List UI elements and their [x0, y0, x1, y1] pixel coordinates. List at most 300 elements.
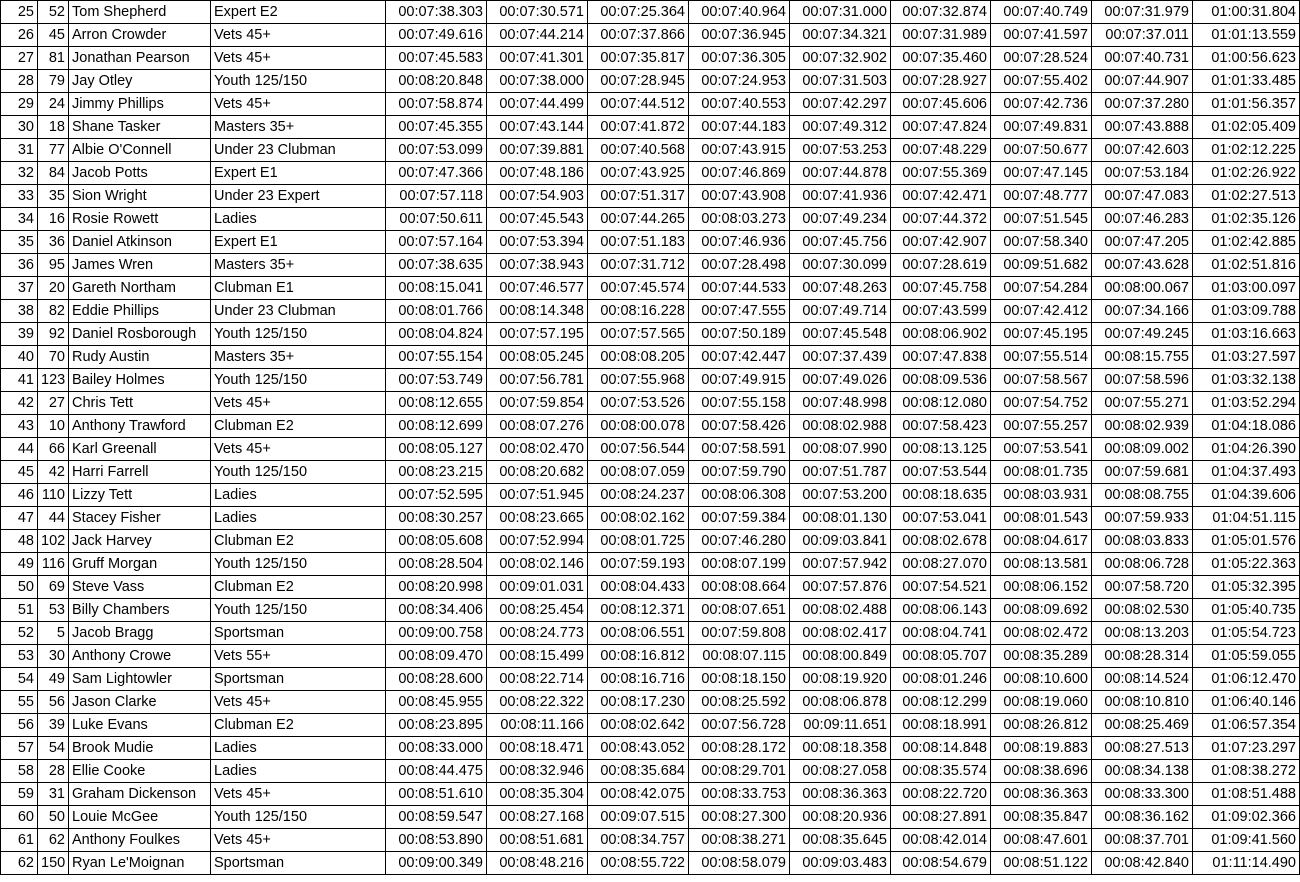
lap-1-time-cell: 00:07:38.303 — [386, 1, 487, 24]
lap-2-time-cell: 00:08:25.454 — [487, 599, 588, 622]
lap-1-time-cell: 00:07:58.874 — [386, 93, 487, 116]
rider-name-cell: Chris Tett — [69, 392, 211, 415]
position-cell: 47 — [1, 507, 38, 530]
lap-5-time-cell: 00:07:49.026 — [790, 369, 891, 392]
position-cell: 46 — [1, 484, 38, 507]
lap-6-time-cell: 00:08:42.014 — [891, 829, 991, 852]
lap-7-time-cell: 00:07:54.752 — [991, 392, 1092, 415]
total-time-cell: 01:07:23.297 — [1193, 737, 1300, 760]
position-cell: 57 — [1, 737, 38, 760]
lap-2-time-cell: 00:08:20.682 — [487, 461, 588, 484]
lap-1-time-cell: 00:08:05.127 — [386, 438, 487, 461]
lap-5-time-cell: 00:07:45.548 — [790, 323, 891, 346]
lap-1-time-cell: 00:08:09.470 — [386, 645, 487, 668]
lap-6-time-cell: 00:07:54.521 — [891, 576, 991, 599]
total-time-cell: 01:03:27.597 — [1193, 346, 1300, 369]
rider-number-cell: 28 — [38, 760, 69, 783]
total-time-cell: 01:02:27.513 — [1193, 185, 1300, 208]
rider-name-cell: Jimmy Phillips — [69, 93, 211, 116]
lap-3-time-cell: 00:07:40.568 — [588, 139, 689, 162]
lap-4-time-cell: 00:07:46.869 — [689, 162, 790, 185]
table-row — [1, 139, 1300, 162]
class-cell: Vets 45+ — [211, 93, 386, 116]
lap-3-time-cell: 00:08:16.228 — [588, 300, 689, 323]
lap-1-time-cell: 00:08:51.610 — [386, 783, 487, 806]
lap-7-time-cell: 00:07:49.831 — [991, 116, 1092, 139]
lap-4-time-cell: 00:07:40.964 — [689, 1, 790, 24]
position-cell: 39 — [1, 323, 38, 346]
lap-3-time-cell: 00:07:41.872 — [588, 116, 689, 139]
lap-1-time-cell: 00:08:53.890 — [386, 829, 487, 852]
total-time-cell: 01:04:37.493 — [1193, 461, 1300, 484]
rider-number-cell: 42 — [38, 461, 69, 484]
lap-5-time-cell: 00:07:53.200 — [790, 484, 891, 507]
lap-2-time-cell: 00:07:44.214 — [487, 24, 588, 47]
class-cell: Vets 45+ — [211, 783, 386, 806]
lap-7-time-cell: 00:08:19.060 — [991, 691, 1092, 714]
rider-number-cell: 92 — [38, 323, 69, 346]
lap-7-time-cell: 00:08:01.735 — [991, 461, 1092, 484]
total-time-cell: 01:04:26.390 — [1193, 438, 1300, 461]
position-cell: 44 — [1, 438, 38, 461]
lap-2-time-cell: 00:07:53.394 — [487, 231, 588, 254]
rider-name-cell: Stacey Fisher — [69, 507, 211, 530]
rider-number-cell: 123 — [38, 369, 69, 392]
lap-8-time-cell: 00:07:55.271 — [1092, 392, 1193, 415]
total-time-cell: 01:02:05.409 — [1193, 116, 1300, 139]
lap-6-time-cell: 00:07:35.460 — [891, 47, 991, 70]
table-row — [1, 829, 1300, 852]
lap-6-time-cell: 00:07:47.838 — [891, 346, 991, 369]
lap-6-time-cell: 00:08:04.741 — [891, 622, 991, 645]
class-cell: Youth 125/150 — [211, 461, 386, 484]
class-cell: Vets 45+ — [211, 829, 386, 852]
class-cell: Vets 45+ — [211, 47, 386, 70]
lap-4-time-cell: 00:07:44.533 — [689, 277, 790, 300]
position-cell: 30 — [1, 116, 38, 139]
rider-name-cell: Tom Shepherd — [69, 1, 211, 24]
lap-3-time-cell: 00:08:16.812 — [588, 645, 689, 668]
lap-8-time-cell: 00:07:49.245 — [1092, 323, 1193, 346]
table-row — [1, 645, 1300, 668]
lap-1-time-cell: 00:08:12.655 — [386, 392, 487, 415]
lap-6-time-cell: 00:07:53.041 — [891, 507, 991, 530]
rider-number-cell: 31 — [38, 783, 69, 806]
lap-8-time-cell: 00:08:14.524 — [1092, 668, 1193, 691]
lap-5-time-cell: 00:07:41.936 — [790, 185, 891, 208]
class-cell: Masters 35+ — [211, 254, 386, 277]
lap-8-time-cell: 00:07:37.280 — [1092, 93, 1193, 116]
lap-2-time-cell: 00:07:38.000 — [487, 70, 588, 93]
lap-8-time-cell: 00:07:31.979 — [1092, 1, 1193, 24]
position-cell: 42 — [1, 392, 38, 415]
lap-2-time-cell: 00:08:48.216 — [487, 852, 588, 875]
lap-3-time-cell: 00:07:53.526 — [588, 392, 689, 415]
lap-4-time-cell: 00:07:40.553 — [689, 93, 790, 116]
position-cell: 45 — [1, 461, 38, 484]
total-time-cell: 01:03:32.138 — [1193, 369, 1300, 392]
rider-number-cell: 50 — [38, 806, 69, 829]
total-time-cell: 01:09:02.366 — [1193, 806, 1300, 829]
total-time-cell: 01:03:00.097 — [1193, 277, 1300, 300]
rider-name-cell: Jack Harvey — [69, 530, 211, 553]
lap-1-time-cell: 00:09:00.349 — [386, 852, 487, 875]
table-row — [1, 70, 1300, 93]
class-cell: Under 23 Clubman — [211, 139, 386, 162]
class-cell: Youth 125/150 — [211, 806, 386, 829]
total-time-cell: 01:08:51.488 — [1193, 783, 1300, 806]
lap-7-time-cell: 00:07:53.541 — [991, 438, 1092, 461]
position-cell: 36 — [1, 254, 38, 277]
lap-7-time-cell: 00:07:45.195 — [991, 323, 1092, 346]
class-cell: Under 23 Expert — [211, 185, 386, 208]
lap-4-time-cell: 00:08:33.753 — [689, 783, 790, 806]
lap-3-time-cell: 00:07:44.265 — [588, 208, 689, 231]
class-cell: Sportsman — [211, 852, 386, 875]
lap-1-time-cell: 00:08:44.475 — [386, 760, 487, 783]
lap-1-time-cell: 00:08:12.699 — [386, 415, 487, 438]
rider-name-cell: Gruff Morgan — [69, 553, 211, 576]
rider-number-cell: 84 — [38, 162, 69, 185]
lap-3-time-cell: 00:08:08.205 — [588, 346, 689, 369]
position-cell: 29 — [1, 93, 38, 116]
lap-4-time-cell: 00:07:46.936 — [689, 231, 790, 254]
lap-7-time-cell: 00:08:04.617 — [991, 530, 1092, 553]
lap-5-time-cell: 00:08:18.358 — [790, 737, 891, 760]
position-cell: 28 — [1, 70, 38, 93]
lap-2-time-cell: 00:07:41.301 — [487, 47, 588, 70]
table-row — [1, 116, 1300, 139]
table-row — [1, 1, 1300, 24]
position-cell: 48 — [1, 530, 38, 553]
lap-2-time-cell: 00:07:51.945 — [487, 484, 588, 507]
lap-5-time-cell: 00:07:57.876 — [790, 576, 891, 599]
total-time-cell: 01:00:31.804 — [1193, 1, 1300, 24]
lap-7-time-cell: 00:08:26.812 — [991, 714, 1092, 737]
lap-7-time-cell: 00:07:48.777 — [991, 185, 1092, 208]
table-row — [1, 277, 1300, 300]
rider-number-cell: 53 — [38, 599, 69, 622]
total-time-cell: 01:03:09.788 — [1193, 300, 1300, 323]
lap-7-time-cell: 00:08:36.363 — [991, 783, 1092, 806]
class-cell: Expert E1 — [211, 162, 386, 185]
lap-6-time-cell: 00:08:06.902 — [891, 323, 991, 346]
lap-5-time-cell: 00:07:49.312 — [790, 116, 891, 139]
lap-2-time-cell: 00:08:15.499 — [487, 645, 588, 668]
lap-5-time-cell: 00:07:37.439 — [790, 346, 891, 369]
lap-3-time-cell: 00:08:34.757 — [588, 829, 689, 852]
lap-2-time-cell: 00:07:39.881 — [487, 139, 588, 162]
lap-8-time-cell: 00:08:42.840 — [1092, 852, 1193, 875]
lap-2-time-cell: 00:07:54.903 — [487, 185, 588, 208]
table-row — [1, 323, 1300, 346]
position-cell: 40 — [1, 346, 38, 369]
table-row — [1, 254, 1300, 277]
total-time-cell: 01:01:33.485 — [1193, 70, 1300, 93]
position-cell: 27 — [1, 47, 38, 70]
table-row — [1, 461, 1300, 484]
lap-8-time-cell: 00:07:43.888 — [1092, 116, 1193, 139]
lap-6-time-cell: 00:07:55.369 — [891, 162, 991, 185]
lap-4-time-cell: 00:08:06.308 — [689, 484, 790, 507]
total-time-cell: 01:04:18.086 — [1193, 415, 1300, 438]
lap-4-time-cell: 00:07:46.280 — [689, 530, 790, 553]
lap-7-time-cell: 00:07:42.736 — [991, 93, 1092, 116]
lap-5-time-cell: 00:08:01.130 — [790, 507, 891, 530]
position-cell: 35 — [1, 231, 38, 254]
table-row — [1, 208, 1300, 231]
lap-1-time-cell: 00:08:05.608 — [386, 530, 487, 553]
lap-7-time-cell: 00:07:41.597 — [991, 24, 1092, 47]
lap-5-time-cell: 00:07:42.297 — [790, 93, 891, 116]
total-time-cell: 01:06:57.354 — [1193, 714, 1300, 737]
rider-name-cell: Daniel Atkinson — [69, 231, 211, 254]
lap-5-time-cell: 00:09:03.841 — [790, 530, 891, 553]
lap-1-time-cell: 00:07:38.635 — [386, 254, 487, 277]
class-cell: Ladies — [211, 760, 386, 783]
table-row — [1, 530, 1300, 553]
lap-4-time-cell: 00:07:59.808 — [689, 622, 790, 645]
lap-7-time-cell: 00:08:03.931 — [991, 484, 1092, 507]
lap-7-time-cell: 00:08:09.692 — [991, 599, 1092, 622]
table-row — [1, 691, 1300, 714]
lap-1-time-cell: 00:07:57.164 — [386, 231, 487, 254]
lap-4-time-cell: 00:07:55.158 — [689, 392, 790, 415]
lap-5-time-cell: 00:08:19.920 — [790, 668, 891, 691]
rider-name-cell: Sam Lightowler — [69, 668, 211, 691]
lap-3-time-cell: 00:08:35.684 — [588, 760, 689, 783]
lap-2-time-cell: 00:07:44.499 — [487, 93, 588, 116]
lap-7-time-cell: 00:08:35.847 — [991, 806, 1092, 829]
lap-4-time-cell: 00:07:42.447 — [689, 346, 790, 369]
table-row — [1, 737, 1300, 760]
lap-7-time-cell: 00:07:50.677 — [991, 139, 1092, 162]
lap-1-time-cell: 00:07:52.595 — [386, 484, 487, 507]
rider-number-cell: 79 — [38, 70, 69, 93]
class-cell: Youth 125/150 — [211, 323, 386, 346]
lap-6-time-cell: 00:07:47.824 — [891, 116, 991, 139]
rider-number-cell: 62 — [38, 829, 69, 852]
class-cell: Ladies — [211, 737, 386, 760]
table-row — [1, 346, 1300, 369]
rider-number-cell: 18 — [38, 116, 69, 139]
lap-3-time-cell: 00:07:25.364 — [588, 1, 689, 24]
rider-name-cell: Daniel Rosborough — [69, 323, 211, 346]
total-time-cell: 01:02:26.922 — [1193, 162, 1300, 185]
lap-1-time-cell: 00:08:04.824 — [386, 323, 487, 346]
rider-name-cell: Shane Tasker — [69, 116, 211, 139]
lap-1-time-cell: 00:07:49.616 — [386, 24, 487, 47]
lap-6-time-cell: 00:07:28.927 — [891, 70, 991, 93]
lap-8-time-cell: 00:08:13.203 — [1092, 622, 1193, 645]
rider-number-cell: 56 — [38, 691, 69, 714]
table-row — [1, 852, 1300, 875]
lap-2-time-cell: 00:09:01.031 — [487, 576, 588, 599]
position-cell: 37 — [1, 277, 38, 300]
lap-7-time-cell: 00:08:01.543 — [991, 507, 1092, 530]
rider-number-cell: 70 — [38, 346, 69, 369]
rider-number-cell: 110 — [38, 484, 69, 507]
rider-number-cell: 81 — [38, 47, 69, 70]
total-time-cell: 01:03:16.663 — [1193, 323, 1300, 346]
lap-1-time-cell: 00:08:20.998 — [386, 576, 487, 599]
total-time-cell: 01:05:54.723 — [1193, 622, 1300, 645]
rider-name-cell: Billy Chambers — [69, 599, 211, 622]
rider-name-cell: Graham Dickenson — [69, 783, 211, 806]
lap-8-time-cell: 00:07:43.628 — [1092, 254, 1193, 277]
lap-7-time-cell: 00:07:42.412 — [991, 300, 1092, 323]
table-row — [1, 300, 1300, 323]
lap-6-time-cell: 00:07:45.758 — [891, 277, 991, 300]
rider-number-cell: 36 — [38, 231, 69, 254]
lap-4-time-cell: 00:07:58.426 — [689, 415, 790, 438]
lap-8-time-cell: 00:08:15.755 — [1092, 346, 1193, 369]
total-time-cell: 01:02:42.885 — [1193, 231, 1300, 254]
table-row — [1, 415, 1300, 438]
class-cell: Youth 125/150 — [211, 599, 386, 622]
lap-7-time-cell: 00:09:51.682 — [991, 254, 1092, 277]
total-time-cell: 01:09:41.560 — [1193, 829, 1300, 852]
lap-2-time-cell: 00:08:22.322 — [487, 691, 588, 714]
rider-name-cell: Bailey Holmes — [69, 369, 211, 392]
table-row — [1, 47, 1300, 70]
lap-6-time-cell: 00:08:27.891 — [891, 806, 991, 829]
rider-number-cell: 27 — [38, 392, 69, 415]
lap-4-time-cell: 00:07:59.384 — [689, 507, 790, 530]
lap-6-time-cell: 00:08:13.125 — [891, 438, 991, 461]
lap-7-time-cell: 00:08:13.581 — [991, 553, 1092, 576]
lap-7-time-cell: 00:07:55.514 — [991, 346, 1092, 369]
lap-8-time-cell: 00:08:02.939 — [1092, 415, 1193, 438]
lap-7-time-cell: 00:07:40.749 — [991, 1, 1092, 24]
lap-1-time-cell: 00:08:15.041 — [386, 277, 487, 300]
lap-6-time-cell: 00:08:14.848 — [891, 737, 991, 760]
lap-4-time-cell: 00:07:59.790 — [689, 461, 790, 484]
class-cell: Masters 35+ — [211, 346, 386, 369]
lap-2-time-cell: 00:07:59.854 — [487, 392, 588, 415]
lap-4-time-cell: 00:07:44.183 — [689, 116, 790, 139]
lap-2-time-cell: 00:08:35.304 — [487, 783, 588, 806]
lap-8-time-cell: 00:08:33.300 — [1092, 783, 1193, 806]
lap-5-time-cell: 00:07:31.000 — [790, 1, 891, 24]
lap-6-time-cell: 00:08:18.991 — [891, 714, 991, 737]
lap-5-time-cell: 00:07:44.878 — [790, 162, 891, 185]
total-time-cell: 01:01:56.357 — [1193, 93, 1300, 116]
lap-5-time-cell: 00:07:53.253 — [790, 139, 891, 162]
position-cell: 33 — [1, 185, 38, 208]
lap-4-time-cell: 00:08:03.273 — [689, 208, 790, 231]
lap-7-time-cell: 00:08:47.601 — [991, 829, 1092, 852]
lap-1-time-cell: 00:07:47.366 — [386, 162, 487, 185]
position-cell: 41 — [1, 369, 38, 392]
lap-6-time-cell: 00:08:02.678 — [891, 530, 991, 553]
rider-name-cell: Rudy Austin — [69, 346, 211, 369]
total-time-cell: 01:06:40.146 — [1193, 691, 1300, 714]
rider-number-cell: 45 — [38, 24, 69, 47]
position-cell: 49 — [1, 553, 38, 576]
rider-name-cell: Gareth Northam — [69, 277, 211, 300]
lap-2-time-cell: 00:08:22.714 — [487, 668, 588, 691]
lap-2-time-cell: 00:08:27.168 — [487, 806, 588, 829]
table-row — [1, 783, 1300, 806]
lap-5-time-cell: 00:08:27.058 — [790, 760, 891, 783]
lap-4-time-cell: 00:07:47.555 — [689, 300, 790, 323]
lap-2-time-cell: 00:07:45.543 — [487, 208, 588, 231]
table-row — [1, 93, 1300, 116]
lap-2-time-cell: 00:08:05.245 — [487, 346, 588, 369]
lap-6-time-cell: 00:08:35.574 — [891, 760, 991, 783]
rider-number-cell: 66 — [38, 438, 69, 461]
lap-4-time-cell: 00:08:08.664 — [689, 576, 790, 599]
lap-2-time-cell: 00:07:48.186 — [487, 162, 588, 185]
rider-name-cell: Jay Otley — [69, 70, 211, 93]
class-cell: Sportsman — [211, 622, 386, 645]
position-cell: 59 — [1, 783, 38, 806]
lap-2-time-cell: 00:08:51.681 — [487, 829, 588, 852]
lap-5-time-cell: 00:07:48.263 — [790, 277, 891, 300]
results-table-body — [1, 1, 1300, 875]
lap-5-time-cell: 00:08:02.988 — [790, 415, 891, 438]
lap-1-time-cell: 00:08:33.000 — [386, 737, 487, 760]
table-row — [1, 24, 1300, 47]
lap-8-time-cell: 00:08:02.530 — [1092, 599, 1193, 622]
lap-6-time-cell: 00:07:44.372 — [891, 208, 991, 231]
rider-number-cell: 24 — [38, 93, 69, 116]
lap-5-time-cell: 00:08:20.936 — [790, 806, 891, 829]
rider-number-cell: 30 — [38, 645, 69, 668]
lap-8-time-cell: 00:07:46.283 — [1092, 208, 1193, 231]
rider-number-cell: 10 — [38, 415, 69, 438]
lap-4-time-cell: 00:08:29.701 — [689, 760, 790, 783]
class-cell: Vets 45+ — [211, 24, 386, 47]
table-row — [1, 185, 1300, 208]
lap-6-time-cell: 00:08:01.246 — [891, 668, 991, 691]
position-cell: 51 — [1, 599, 38, 622]
table-row — [1, 507, 1300, 530]
lap-3-time-cell: 00:08:01.725 — [588, 530, 689, 553]
class-cell: Clubman E1 — [211, 277, 386, 300]
table-row — [1, 392, 1300, 415]
position-cell: 54 — [1, 668, 38, 691]
rider-name-cell: Steve Vass — [69, 576, 211, 599]
lap-5-time-cell: 00:09:03.483 — [790, 852, 891, 875]
lap-3-time-cell: 00:07:55.968 — [588, 369, 689, 392]
class-cell: Expert E1 — [211, 231, 386, 254]
lap-1-time-cell: 00:09:00.758 — [386, 622, 487, 645]
lap-8-time-cell: 00:08:10.810 — [1092, 691, 1193, 714]
lap-1-time-cell: 00:08:30.257 — [386, 507, 487, 530]
lap-3-time-cell: 00:07:37.866 — [588, 24, 689, 47]
lap-1-time-cell: 00:08:20.848 — [386, 70, 487, 93]
table-row — [1, 760, 1300, 783]
rider-name-cell: Louie McGee — [69, 806, 211, 829]
rider-name-cell: Jacob Bragg — [69, 622, 211, 645]
lap-3-time-cell: 00:08:43.052 — [588, 737, 689, 760]
total-time-cell: 01:01:13.559 — [1193, 24, 1300, 47]
lap-3-time-cell: 00:08:00.078 — [588, 415, 689, 438]
position-cell: 50 — [1, 576, 38, 599]
lap-1-time-cell: 00:08:23.895 — [386, 714, 487, 737]
total-time-cell: 01:04:51.115 — [1193, 507, 1300, 530]
lap-8-time-cell: 00:07:34.166 — [1092, 300, 1193, 323]
rider-name-cell: Jason Clarke — [69, 691, 211, 714]
rider-number-cell: 102 — [38, 530, 69, 553]
rider-name-cell: Ellie Cooke — [69, 760, 211, 783]
position-cell: 53 — [1, 645, 38, 668]
class-cell: Vets 45+ — [211, 438, 386, 461]
rider-number-cell: 16 — [38, 208, 69, 231]
table-row — [1, 714, 1300, 737]
